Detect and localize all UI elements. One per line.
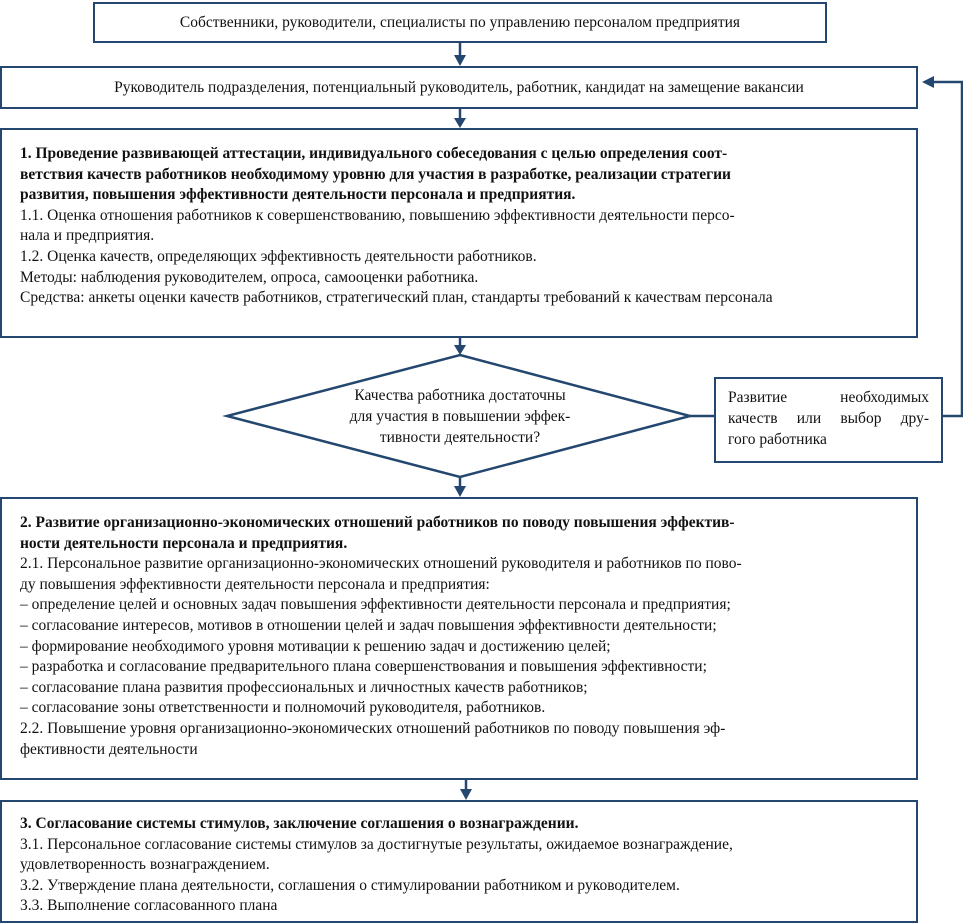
- stakeholders-text: Собственники, руководители, специалисты по управлению персоналом предприятия: [179, 13, 741, 31]
- arrow-head-2: [454, 118, 466, 128]
- stage1-line: 1.2. Оценка качеств, определяющих эффективность деятельности работников.: [20, 247, 537, 265]
- stage1-line: 1.1. Оценка отношения работников к совершенствованию, повышению эффективности деятельности персо-: [20, 206, 735, 224]
- side-line: гого работника: [728, 431, 827, 448]
- stage2-line: – согласование интересов, мотивов в отношении целей и задач повышения эффективности деятельности;: [20, 616, 717, 634]
- stakeholders-box: [93, 2, 827, 43]
- participants-box: [0, 66, 918, 109]
- stage2-title-line: 2. Развитие организационно-экономических отношений работников по поводу повышения эффектив-: [20, 514, 735, 531]
- participants-text: Руководитель подразделения, потенциальный руководитель, работник, кандидат на замещение вакансии: [114, 78, 804, 96]
- feedback-loop-line: [932, 82, 962, 416]
- stage3-box: [0, 800, 918, 923]
- arrow-head-3: [454, 345, 466, 355]
- stage1-line: Средства: анкеты оценки качеств работников, стратегический план, стандарты требований к качествам персонала: [20, 289, 773, 307]
- decision-line: тивности деятельности?: [379, 429, 541, 446]
- stage2-box: [0, 497, 918, 780]
- stage2-line: – согласование зоны ответственности и полномочий руководителя, работников.: [20, 699, 546, 717]
- stage2-line: – определение целей и основных задач повышения эффективности деятельности персонала и предприятия;: [20, 596, 731, 614]
- stage1-line: нала и предприятия.: [20, 227, 155, 245]
- stage3-title-line: 3. Согласование системы стимулов, заключение соглашения о вознаграждении.: [20, 815, 579, 832]
- stage2-title-line: ности деятельности персонала и предприятия.: [20, 534, 348, 552]
- stage1-title-line: развития, повышения эффективности деятельности персонала и предприятия.: [20, 186, 576, 204]
- stage1-title-line: 1. Проведение развивающей аттестации, индивидуального собеседования с целью определения соот-: [20, 145, 728, 162]
- stage3-line: 3.3. Выполнение согласованного плана: [20, 897, 278, 915]
- decision-question: [300, 385, 620, 448]
- stage2-line: – формирование необходимого уровня мотивации к решению задач и достижению целей;: [20, 637, 611, 655]
- stage2-line: ду повышения эффективности деятельности персонала и предприятия:: [20, 575, 490, 593]
- side-line: качеств или выбор дру-: [728, 410, 929, 427]
- side-line: Развитие необходимых: [728, 389, 929, 406]
- stage2-line: 2.2. Повышение уровня организационно-экономических отношений работников по поводу повышения эф-: [20, 719, 726, 737]
- decision-line: для участия в повышении эффек-: [349, 408, 571, 425]
- stage3-line: 3.2. Утверждение плана деятельности, соглашения о стимулировании работником и руководителем.: [20, 876, 680, 894]
- arrow-head-5: [460, 789, 472, 800]
- stage3-line: удовлетворенность вознаграждением.: [20, 856, 270, 874]
- stage1-line: Методы: наблюдения руководителем, опроса, самооценки работника.: [20, 268, 479, 286]
- stage2-line: – согласование плана развития профессиональных и личностных качеств работников;: [20, 678, 588, 696]
- stage1-title-line: ветствия качеств работников необходимому уровню для участия в разработке, реализации стратегии: [20, 165, 731, 183]
- stage2-line: фективности деятельности: [20, 740, 198, 758]
- arrow-head-feedback: [922, 76, 934, 88]
- arrow-head-4: [454, 486, 466, 497]
- stage2-line: – разработка и согласование предварительного плана совершенствования и повышения эффективности;: [20, 658, 707, 676]
- decision-line: Качества работника достаточны: [354, 387, 566, 404]
- stage1-box: [0, 128, 918, 338]
- stage3-line: 3.1. Персональное согласование системы стимулов за достигнутые результаты, ожидаемое вознаграждение,: [20, 835, 733, 853]
- arrow-head-1: [454, 55, 466, 66]
- develop-or-replace-box: [714, 377, 943, 463]
- stage2-line: 2.1. Персональное развитие организационно-экономических отношений руководителя и работников по пово-: [20, 555, 742, 573]
